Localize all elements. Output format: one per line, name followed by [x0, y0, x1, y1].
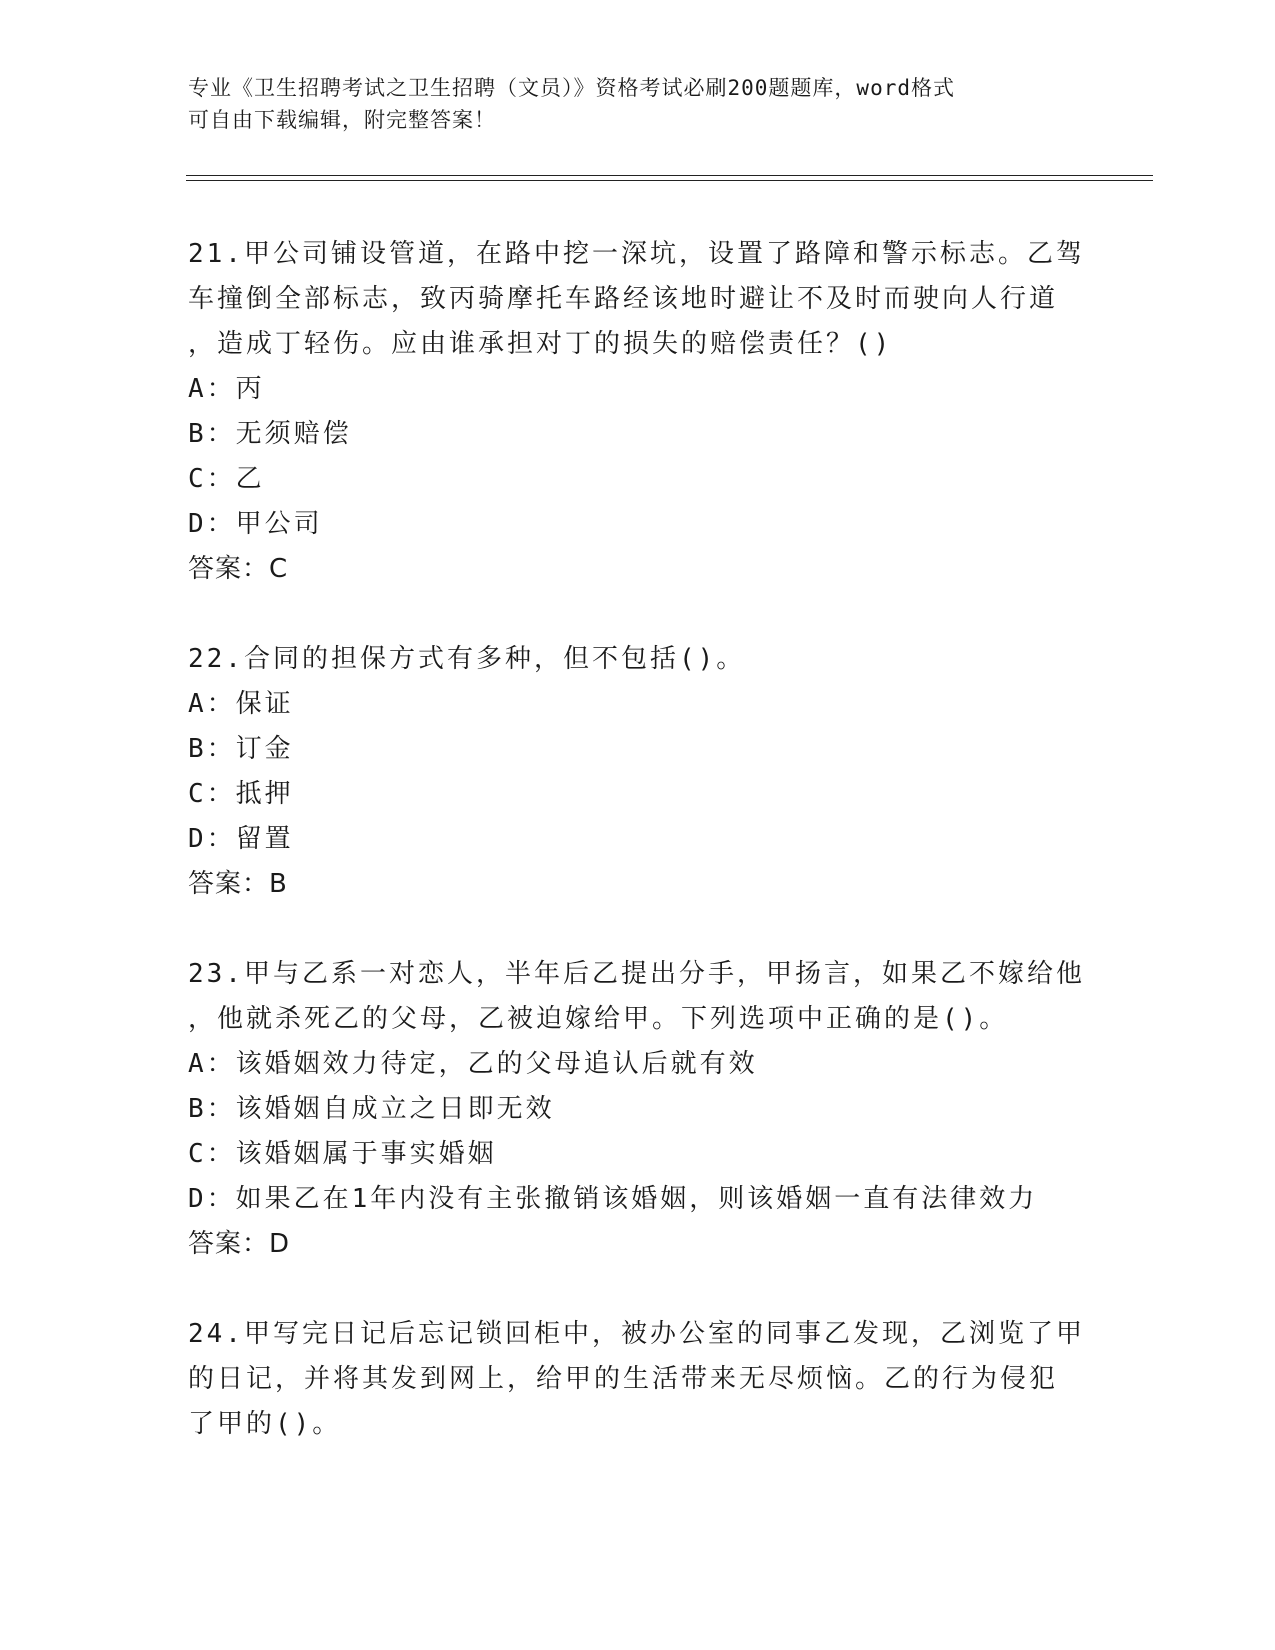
- option-b: B：该婚姻自成立之日即无效: [188, 1094, 555, 1124]
- header-rule-bottom: [186, 180, 1153, 181]
- question-spacer: [188, 1267, 1108, 1312]
- header-line-1: 专业《卫生招聘考试之卫生招聘（文员）》资格考试必刷200题题库，word格式: [188, 76, 955, 100]
- answer-line: 答案：B: [188, 869, 288, 899]
- option-c: C：乙: [188, 464, 265, 494]
- question-stem-line: 24.甲写完日记后忘记锁回柜中，被办公室的同事乙发现，乙浏览了甲: [188, 1319, 1085, 1349]
- question-stem-line: 了甲的()。: [188, 1409, 342, 1439]
- answer-line: 答案：C: [188, 554, 289, 584]
- document-header: [188, 72, 1088, 136]
- header-line-2: 可自由下载编辑，附完整答案！: [188, 108, 496, 132]
- question-21: [188, 232, 1108, 592]
- answer-line: 答案：D: [188, 1229, 291, 1259]
- option-a: A：该婚姻效力待定，乙的父母追认后就有效: [188, 1049, 758, 1079]
- question-spacer: [188, 907, 1108, 952]
- question-stem-line: 23.甲与乙系一对恋人，半年后乙提出分手，甲扬言，如果乙不嫁给他: [188, 959, 1085, 989]
- option-c: C：该婚姻属于事实婚姻: [188, 1139, 497, 1169]
- option-b: B：无须赔偿: [188, 419, 352, 449]
- option-d: D：留置: [188, 824, 294, 854]
- question-23: [188, 952, 1108, 1267]
- option-b: B：订金: [188, 734, 294, 764]
- question-spacer: [188, 592, 1108, 637]
- question-stem-line: ，造成丁轻伤。应由谁承担对丁的损失的赔偿责任？(): [188, 329, 893, 359]
- option-c: C：抵押: [188, 779, 294, 809]
- question-stem-line: ，他就杀死乙的父母，乙被迫嫁给甲。下列选项中正确的是()。: [188, 1004, 1009, 1034]
- question-stem-line: 车撞倒全部标志，致丙骑摩托车路经该地时避让不及时而驶向人行道: [188, 284, 1059, 314]
- question-24: [188, 1312, 1108, 1447]
- question-22: [188, 637, 1108, 907]
- header-rule-top: [186, 175, 1153, 176]
- option-d: D：甲公司: [188, 509, 323, 539]
- question-stem-line: 的日记，并将其发到网上，给甲的生活带来无尽烦恼。乙的行为侵犯: [188, 1364, 1059, 1394]
- option-a: A：丙: [188, 374, 265, 404]
- question-stem-line: 22.合同的担保方式有多种，但不包括()。: [188, 644, 746, 674]
- question-list: [188, 232, 1108, 1447]
- option-d: D：如果乙在1年内没有主张撤销该婚姻，则该婚姻一直有法律效力: [188, 1184, 1038, 1214]
- question-stem-line: 21.甲公司铺设管道，在路中挖一深坑，设置了路障和警示标志。乙驾: [188, 239, 1085, 269]
- option-a: A：保证: [188, 689, 294, 719]
